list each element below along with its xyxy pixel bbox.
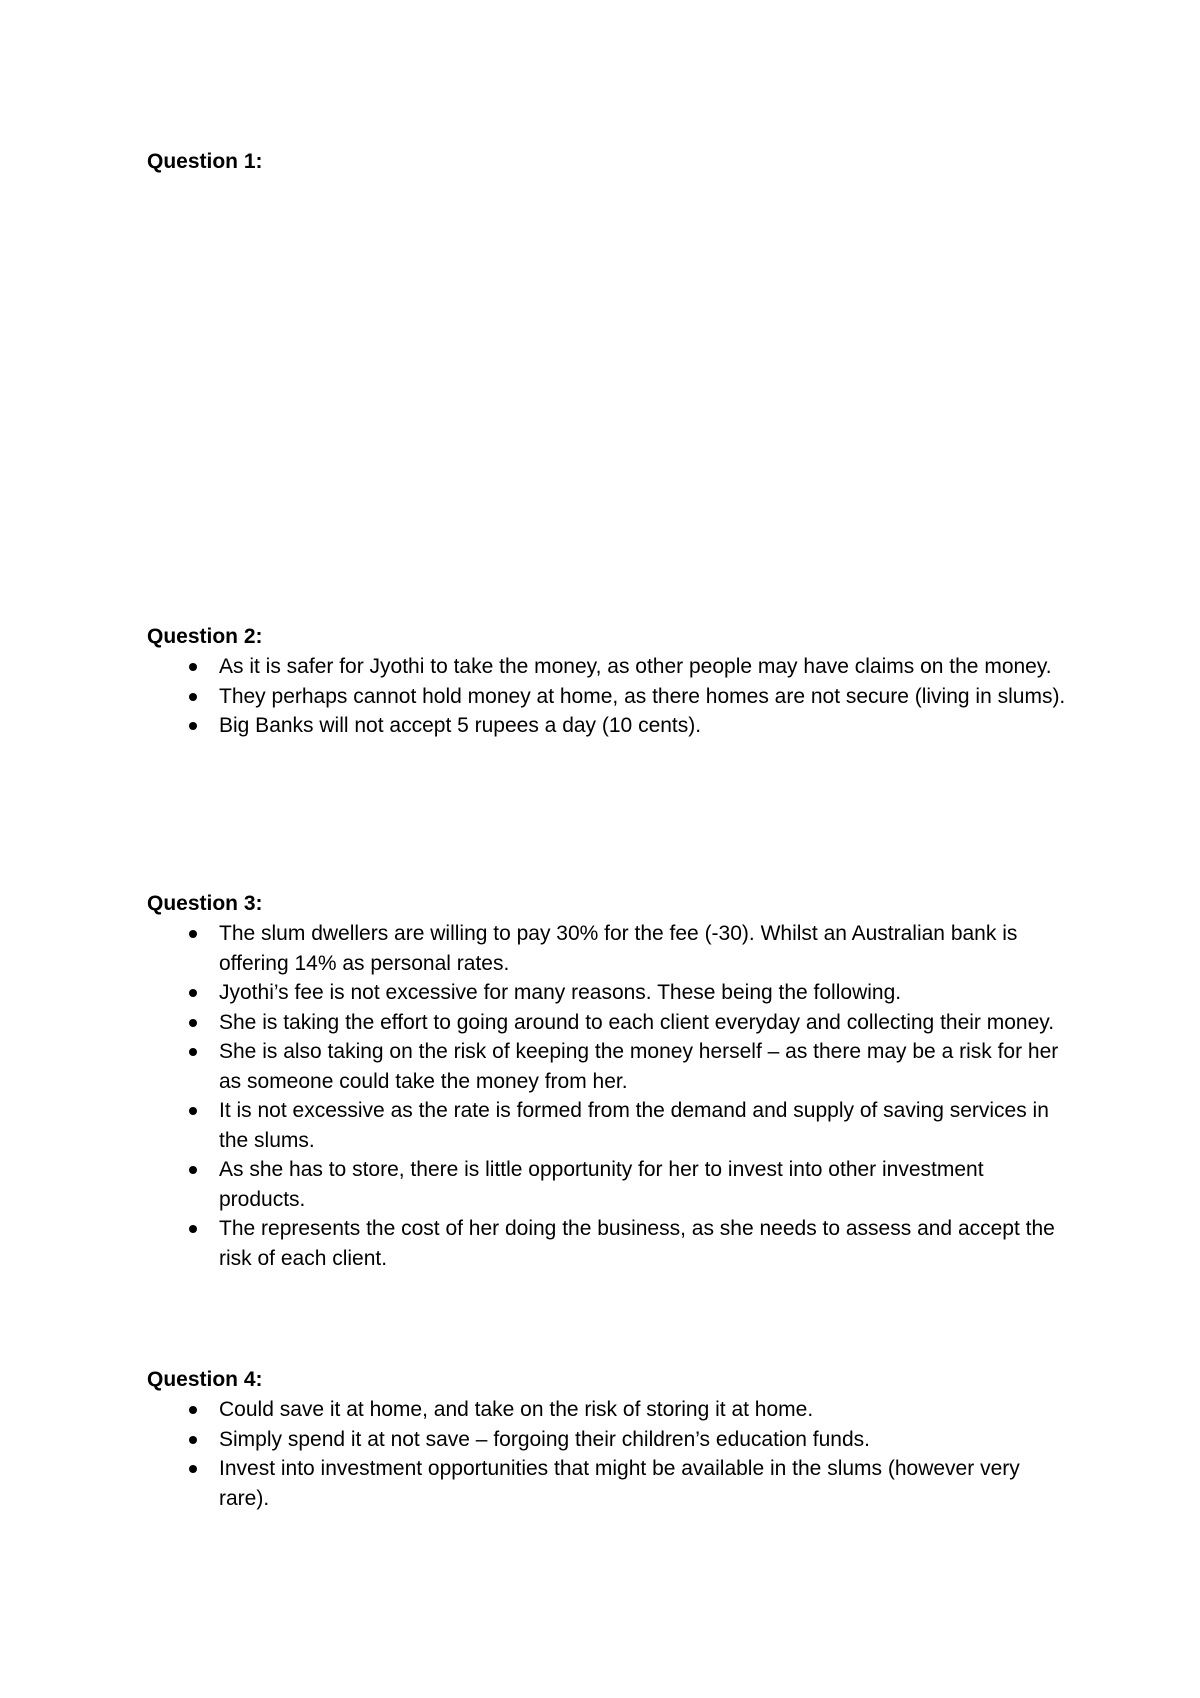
- list-item: [147, 652, 1067, 682]
- question-1-section: [147, 147, 1067, 177]
- list-item: [147, 1096, 1067, 1155]
- list-item: [147, 682, 1067, 712]
- list-item: [147, 1155, 1067, 1214]
- bullet-icon: [189, 1166, 197, 1174]
- bullet-icon: [189, 989, 197, 997]
- list-item-text: She is also taking on the risk of keeping the money herself – as there may be a risk for her as someone could take the money from her.: [219, 1040, 1059, 1093]
- list-item-text: As she has to store, there is little opportunity for her to invest into other investment products.: [219, 1158, 984, 1211]
- bullet-icon: [189, 1107, 197, 1115]
- question-4-heading: Question 4:: [147, 1368, 263, 1391]
- list-item: [147, 711, 1067, 741]
- list-item-text: The represents the cost of her doing the business, as she needs to assess and accept the risk of each client.: [219, 1217, 1055, 1270]
- list-item-text: Simply spend it at not save – forgoing their children’s education funds.: [219, 1427, 870, 1451]
- question-2-section: [147, 622, 1067, 741]
- list-item-text: She is taking the effort to going around to each client everyday and collecting their money.: [219, 1010, 1055, 1034]
- bullet-icon: [189, 693, 197, 701]
- question-4-section: [147, 1365, 1067, 1513]
- list-item: [147, 1395, 1067, 1425]
- list-item: [147, 1037, 1067, 1096]
- question-3-list: [147, 919, 1067, 1273]
- list-item-text: Jyothi’s fee is not excessive for many reasons. These being the following.: [219, 981, 902, 1004]
- bullet-icon: [189, 1406, 197, 1414]
- bullet-icon: [189, 1019, 197, 1027]
- list-item-text: As it is safer for Jyothi to take the money, as other people may have claims on the money.: [219, 655, 1052, 678]
- question-3-section: [147, 889, 1067, 1273]
- list-item: [147, 919, 1067, 978]
- list-item-text: Could save it at home, and take on the risk of storing it at home.: [219, 1398, 814, 1421]
- list-item: [147, 1425, 1067, 1455]
- bullet-icon: [189, 722, 197, 730]
- list-item: [147, 1008, 1067, 1038]
- question-2-heading: Question 2:: [147, 625, 263, 648]
- question-2-list: [147, 652, 1067, 741]
- bullet-icon: [189, 1048, 197, 1056]
- bullet-icon: [189, 663, 197, 671]
- bullet-icon: [189, 930, 197, 938]
- question-4-list: [147, 1395, 1067, 1513]
- list-item-text: Invest into investment opportunities that might be available in the slums (however very rare).: [219, 1457, 1020, 1510]
- bullet-icon: [189, 1436, 197, 1444]
- list-item: [147, 978, 1067, 1008]
- question-3-heading: Question 3:: [147, 892, 263, 915]
- list-item-text: The slum dwellers are willing to pay 30% for the fee (-30). Whilst an Australian bank is offering 14% as personal rates.: [219, 922, 1018, 975]
- bullet-icon: [189, 1465, 197, 1473]
- list-item-text: Big Banks will not accept 5 rupees a day (10 cents).: [219, 714, 702, 737]
- list-item: [147, 1454, 1067, 1513]
- bullet-icon: [189, 1225, 197, 1233]
- list-item: [147, 1214, 1067, 1273]
- list-item-text: It is not excessive as the rate is formed from the demand and supply of saving services in the slums.: [219, 1099, 1049, 1152]
- list-item-text: They perhaps cannot hold money at home, as there homes are not secure (living in slums).: [219, 684, 1066, 708]
- question-1-heading: Question 1:: [147, 150, 263, 173]
